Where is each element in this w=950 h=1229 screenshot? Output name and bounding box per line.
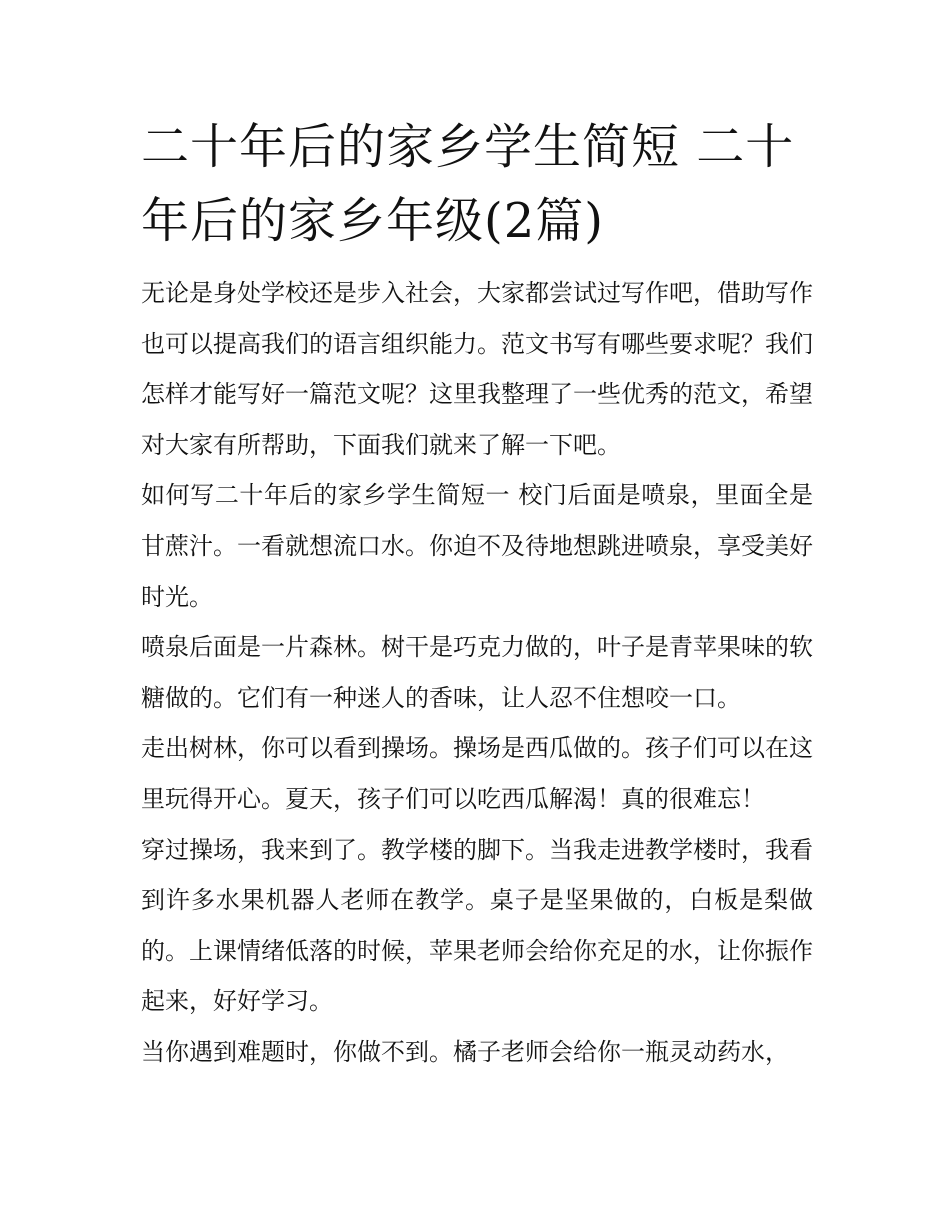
paragraph-fountain: 如何写二十年后的家乡学生简短一 校门后面是喷泉，里面全是甘蔗汁。一看就想流口水。你迫不及待地想跳进喷泉，享受美好时光。 xyxy=(141,481,813,611)
paragraph-teaching-building: 穿过操场，我来到了。教学楼的脚下。当我走进教学楼时，我看到许多水果机器人老师在教学。桌子是坚果做的，白板是梨做的。上课情绪低落的时候，苹果老师会给你充足的水，让你振作起来，好好学习。 xyxy=(141,835,813,1016)
paragraph-playground: 走出树林，你可以看到操场。操场是西瓜做的。孩子们可以在这里玩得开心。夏天，孩子们可以吃西瓜解渴！真的很难忘！ xyxy=(141,734,813,813)
paragraph-intro: 无论是身处学校还是步入社会，大家都尝试过写作吧，借助写作也可以提高我们的语言组织能力。范文书写有哪些要求呢？我们怎样才能写好一篇范文呢？这里我整理了一些优秀的范文，希望对大家有所帮助，下面我们就来了解一下吧。 xyxy=(141,279,813,459)
paragraph-forest: 喷泉后面是一片森林。树干是巧克力做的，叶子是青苹果味的软糖做的。它们有一种迷人的香味，让人忍不住想咬一口。 xyxy=(141,633,813,712)
document-page xyxy=(141,110,813,1078)
paragraph-difficult-problem: 当你遇到难题时，你做不到。橘子老师会给你一瓶灵动药水， xyxy=(141,1037,789,1066)
document-title: 二十年后的家乡学生简短 二十年后的家乡年级(2篇) xyxy=(141,119,795,249)
